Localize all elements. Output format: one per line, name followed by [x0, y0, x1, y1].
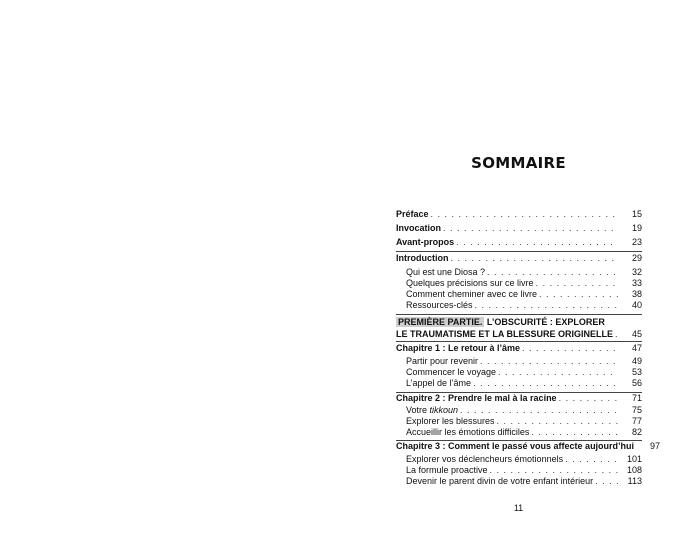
- toc-entry-page: 33: [631, 278, 642, 288]
- toc-entry-label: L’appel de l’âme: [406, 378, 472, 388]
- toc-entry-introduction[interactable]: [396, 252, 642, 264]
- toc-entry-label: Introduction: [396, 253, 449, 263]
- toc-entry-page: 101: [626, 454, 642, 464]
- toc-entry-page: 82: [631, 427, 642, 437]
- part-heading[interactable]: [396, 316, 642, 328]
- toc-entry-chapter-2[interactable]: [396, 392, 642, 404]
- toc-entry-label: Explorer vos déclencheurs émotionnels: [406, 454, 564, 464]
- toc-subentry[interactable]: [406, 426, 642, 438]
- part-heading-line2[interactable]: [396, 328, 642, 340]
- toc-entry-chapter-1[interactable]: [396, 342, 642, 354]
- toc-entry-page: 38: [631, 289, 642, 299]
- toc-entry-label: Comment cheminer avec ce livre: [406, 289, 538, 299]
- toc-entry-page: 97: [650, 441, 661, 451]
- toc-entry-page: 29: [631, 253, 642, 263]
- toc-entry-page: 23: [631, 237, 642, 247]
- toc-entry-page: 45: [631, 329, 642, 339]
- toc-entry-page: 19: [631, 223, 642, 233]
- toc-entry-label: Chapitre 3 : Comment le passé vous affecte aujourd’hui: [396, 441, 635, 451]
- dot-leader: [615, 328, 618, 340]
- toc-entry-label: Ressources-clés: [406, 300, 473, 310]
- toc-entry-page: 40: [631, 300, 642, 310]
- dot-leader: [559, 392, 618, 404]
- toc-entry-label: Chapitre 1 : Le retour à l’âme: [396, 343, 521, 353]
- part-title-line2: LE TRAUMATISME ET LA BLESSURE ORIGINELLE: [396, 329, 614, 339]
- dot-leader: [473, 377, 618, 389]
- toc-entry-label: La formule proactive: [406, 465, 488, 475]
- dot-leader: [456, 236, 618, 248]
- toc-subentry[interactable]: [406, 377, 642, 389]
- toc-entry-invocation[interactable]: [396, 222, 642, 234]
- toc-entry-page: 113: [627, 476, 642, 486]
- toc-entry-page: 47: [631, 343, 642, 353]
- toc-entry-label: Commencer le voyage: [406, 367, 497, 377]
- toc-entry-label: Avant-propos: [396, 237, 455, 247]
- dot-leader: [431, 208, 618, 220]
- toc-entry-label: Explorer les blessures: [406, 416, 495, 426]
- page-title: SOMMAIRE: [471, 154, 566, 172]
- dot-leader: [595, 475, 618, 487]
- toc-entry-page: 32: [631, 267, 642, 277]
- toc-entry-page: 108: [626, 465, 642, 475]
- toc-entry-label: Préface: [396, 209, 429, 219]
- toc-entry-preface[interactable]: [396, 208, 642, 220]
- dot-leader: [451, 252, 619, 264]
- toc-entry-page: 77: [631, 416, 642, 426]
- part-title-line1: L’OBSCURITÉ : EXPLORER: [484, 317, 605, 327]
- label-prefix: Votre: [406, 405, 430, 415]
- part-tag: PREMIÈRE PARTIE.: [398, 317, 483, 327]
- toc-subentry[interactable]: [406, 299, 642, 311]
- toc-entry-label: Chapitre 2 : Prendre le mal à la racine: [396, 393, 557, 403]
- toc-entry-chapter-3[interactable]: [396, 440, 661, 452]
- toc-entry-label: Devenir le parent divin de votre enfant intérieur: [406, 476, 594, 486]
- toc-entry-page: 56: [631, 378, 642, 388]
- toc-entry-label: Qui est une Diosa ?: [406, 267, 486, 277]
- toc-entry-page: 15: [631, 209, 642, 219]
- toc-entry-label: Accueillir les émotions difficiles: [406, 427, 530, 437]
- dot-leader: [522, 342, 618, 354]
- toc-entry-page: 49: [631, 356, 642, 366]
- toc-entry-page: 71: [631, 393, 642, 403]
- dot-leader: [475, 299, 618, 311]
- toc-entry-label: Quelques précisions sur ce livre: [406, 278, 534, 288]
- toc-entry-page: 75: [631, 405, 642, 415]
- dot-leader: [531, 426, 618, 438]
- toc-entry-label: Partir pour revenir: [406, 356, 479, 366]
- toc-entry-label: Invocation: [396, 223, 442, 233]
- dot-leader: [443, 222, 618, 234]
- page-number: 11: [513, 503, 524, 513]
- section-divider: [396, 314, 642, 315]
- toc-entry-avant-propos[interactable]: [396, 236, 642, 248]
- label-italic: tikkoun: [429, 405, 459, 415]
- toc-subentry[interactable]: [406, 475, 642, 487]
- toc-entry-page: 53: [631, 367, 642, 377]
